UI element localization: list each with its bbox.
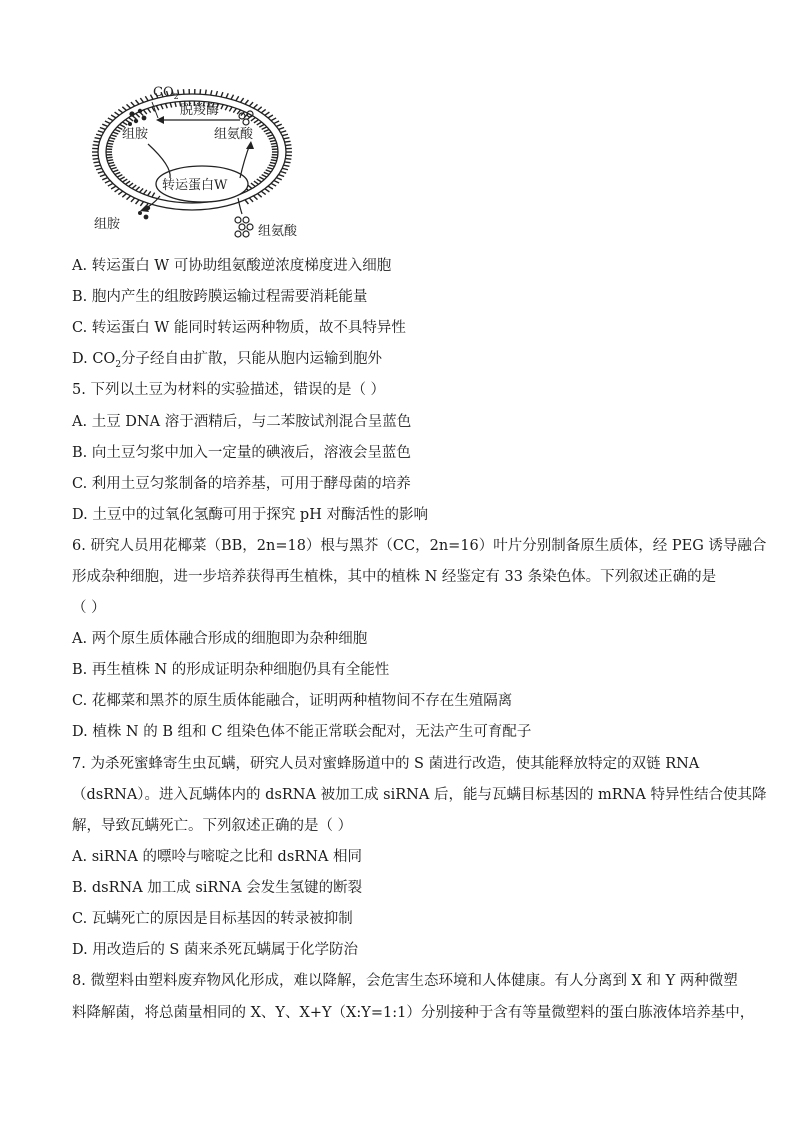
membrane-bristle (148, 191, 151, 195)
membrane-bristle (115, 172, 120, 174)
membrane-bristle (257, 179, 262, 182)
q7-stem-line-3: 解，导致瓦螨死亡。下列叙述正确的是（ ） (72, 818, 353, 834)
membrane-bristle (225, 106, 227, 111)
membrane-bristle (122, 194, 126, 198)
membrane-bristle (145, 96, 148, 100)
membrane-bristle (245, 100, 248, 104)
membrane-bristle (113, 132, 119, 134)
membrane-bristle (111, 186, 116, 189)
membrane-bristle (282, 168, 288, 169)
transporter-w-label: 转运蛋白W (162, 178, 228, 193)
membrane-bristle (95, 138, 101, 139)
q6-stem-line-1: 6. 研究人员用花椰菜（BB，2n=18）根与黑芥（CC，2n=16）叶片分别制备原生质体，经 PEG 诱导融合 (72, 538, 767, 554)
membrane-bristle (270, 162, 276, 163)
membrane-bristle (127, 196, 131, 200)
q4-option-c: C. 转运蛋白 W 能同时转运两种物质，故不具特异性 (72, 320, 406, 336)
q8-stem-line-1: 8. 微塑料由塑料废弃物风化形成，难以降解，会危害生态环境和人体健康。有人分离到 X 和 Y 两种微塑 (72, 973, 738, 989)
membrane-bristle (268, 186, 273, 189)
membrane-bristle (285, 145, 291, 146)
membrane-bristle (122, 179, 127, 182)
membrane-bristle (211, 90, 212, 95)
membrane-bristle (118, 191, 122, 194)
membrane-bristle (271, 157, 277, 158)
q4-option-b: B. 胞内产生的组胺跨膜运输过程需要消耗能量 (72, 289, 368, 305)
membrane-bristle (257, 122, 262, 125)
membrane-bristle (236, 96, 239, 100)
membrane-bristle (285, 162, 291, 163)
membrane-bristle (140, 202, 143, 206)
membrane-bristle (100, 175, 106, 177)
q7-option-b: B. dsRNA 加工成 siRNA 会发生氢键的断裂 (72, 880, 363, 896)
q7-option-d: D. 用改造后的 S 菌来杀死瓦螨属于化学防治 (72, 942, 358, 958)
membrane-bristle (93, 141, 99, 142)
membrane-bristle (266, 170, 272, 172)
q6-option-d: D. 植株 N 的 B 组和 C 组染色体不能正常联会配对，无法产生可育配子 (72, 724, 532, 740)
membrane-bristle (254, 196, 258, 200)
membrane-bristle (279, 175, 285, 177)
membrane-bristle (233, 108, 236, 112)
membrane-bristle (165, 103, 167, 108)
membrane-bristle (281, 171, 287, 173)
membrane-bristle (262, 127, 267, 129)
q4-option-d: D. $CO_2$分子经自由扩散，只能从胞内运输到胞外 (72, 351, 383, 370)
membrane-bristle (129, 118, 133, 121)
membrane-bristle (127, 104, 131, 108)
membrane-bristle (265, 112, 270, 115)
q6-option-a: A. 两个原生质体融合形成的细胞即为杂种细胞 (72, 631, 368, 647)
membrane-bristle (117, 175, 122, 177)
membrane-bristle (107, 143, 113, 144)
membrane-bristle (132, 185, 136, 189)
membrane-bristle (245, 200, 248, 204)
q5-option-d: D. 土豆中的过氧化氢酶可用于探究 pH 对酶活性的影响 (72, 507, 428, 523)
membrane-bristle (100, 127, 106, 129)
membrane-bristle (259, 177, 264, 180)
membrane-bristle (136, 200, 139, 204)
q8-stem-line-2: 料降解菌，将总菌量相同的 X、Y、X+Y（X:Y=1:1）分别接种于含有等量微塑料的蛋白胨液体培养基中， (72, 1005, 755, 1021)
membrane-bristle (271, 118, 276, 121)
membrane-bristle (269, 138, 275, 139)
membrane-bristle (284, 138, 290, 139)
membrane-bristle (108, 162, 114, 163)
membrane-bristle (96, 168, 102, 169)
membrane-bristle (161, 104, 163, 109)
membrane-bristle (268, 115, 273, 118)
membrane-bristle (120, 177, 125, 180)
membrane-bristle (136, 100, 139, 104)
membrane-bristle (229, 107, 232, 111)
membrane-bristle (261, 191, 265, 194)
membrane-bristle (258, 107, 262, 111)
q7-option-a: A. siRNA 的嘌呤与嘧啶之比和 dsRNA 相同 (72, 849, 362, 865)
membrane-bristle (251, 183, 255, 186)
membrane-bristle (264, 172, 269, 174)
q6-stem-line-3: （ ） (72, 600, 106, 616)
membrane-bristle (261, 109, 265, 112)
membrane-bristle (271, 143, 277, 144)
membrane-bristle (156, 106, 158, 111)
membrane-bristle (115, 189, 120, 192)
membrane-bristle (102, 178, 107, 180)
membrane-bristle (175, 102, 176, 107)
membrane-bristle (264, 129, 269, 131)
membrane-bristle (271, 183, 276, 186)
membrane-bristle (271, 146, 277, 147)
membrane-bristle (105, 181, 110, 183)
histamine-outside-label: 组胺 (94, 217, 121, 232)
membrane-bristle (143, 110, 146, 114)
membrane-bristle (231, 95, 233, 100)
histidine-outside-label: 组氨酸 (258, 224, 298, 239)
membrane-bristle (140, 98, 143, 102)
q5-option-c: C. 利用土豆匀浆制备的培养基，可用于酵母菌的培养 (72, 476, 411, 492)
histidine-inside-molecules (239, 111, 253, 125)
membrane-bristle (139, 188, 143, 192)
histidine-inside-label: 组氨酸 (214, 127, 254, 142)
q6-stem-line-2: 形成杂种细胞，进一步培养获得再生植株，其中的植株 N 经鉴定有 33 条染色体。下列叙述正确的是 (72, 569, 717, 585)
membrane-bristle (143, 190, 146, 194)
membrane-bristle (276, 178, 281, 180)
cell-transport-diagram (60, 80, 320, 250)
membrane-bristle (183, 89, 184, 94)
membrane-bristle (285, 159, 291, 160)
membrane-bristle (269, 165, 275, 166)
co2-label: $CO_2$ (153, 85, 179, 101)
membrane-bristle (271, 160, 277, 161)
membrane-bristle (241, 98, 244, 102)
q6-option-c: C. 花椰菜和黑芥的原生质体能融合，证明两种植物间不存在生殖隔离 (72, 693, 513, 709)
membrane-bristle (109, 165, 115, 166)
membrane-bristle (95, 165, 101, 166)
membrane-bristle (125, 181, 130, 184)
membrane-bristle (262, 175, 267, 177)
membrane-bristle (274, 181, 279, 183)
membrane-bristle (258, 194, 262, 198)
q5-option-a: A. 土豆 DNA 溶于酒精后，与二苯胺试剂混合呈蓝色 (72, 414, 412, 430)
membrane-bristle (267, 167, 273, 169)
membrane-bristle (115, 129, 120, 131)
membrane-bristle (254, 181, 259, 184)
q7-stem-line-1: 7. 为杀死蜜蜂寄生虫瓦螨，研究人员对蜜蜂肠道中的 S 菌进行改造，使其能释放特定的双链 RNA (72, 756, 700, 772)
histamine-inside-label: 组胺 (122, 127, 149, 142)
membrane-bristle (107, 157, 113, 158)
membrane-bristle (93, 162, 99, 163)
membrane-bristle (170, 103, 172, 108)
membrane-bristle (108, 183, 113, 186)
membrane-bristle (109, 138, 115, 139)
membrane-bristle (129, 183, 133, 186)
membrane-bristle (122, 107, 126, 111)
membrane-bristle (274, 121, 279, 123)
membrane-bristle (93, 159, 99, 160)
membrane-bristle (105, 121, 110, 123)
membrane-bristle (249, 102, 253, 106)
membrane-bristle (108, 118, 113, 121)
membrane-bristle (108, 140, 114, 141)
membrane-bristle (279, 127, 285, 129)
membrane-bristle (221, 92, 223, 97)
membrane-bristle (285, 141, 291, 142)
membrane-bristle (249, 198, 253, 202)
membrane-bristle (107, 146, 113, 147)
q7-option-c: C. 瓦螨死亡的原因是目标基因的转录被抑制 (72, 911, 353, 927)
membrane-bristle (221, 104, 223, 109)
membrane-bristle (136, 187, 140, 191)
membrane-bristle (259, 124, 264, 127)
membrane-bristle (270, 140, 276, 141)
membrane-bristle (284, 165, 290, 166)
q6-option-b: B. 再生植株 N 的形成证明杂种细胞仍具有全能性 (72, 662, 390, 678)
membrane-bristle (122, 122, 127, 125)
membrane-bristle (96, 134, 102, 135)
membrane-bristle (111, 135, 117, 137)
membrane-bristle (281, 131, 287, 133)
membrane-bristle (265, 189, 270, 192)
q7-stem-line-2: （dsRNA）。进入瓦螨体内的 dsRNA 被加工成 siRNA 后，能与瓦螨目标基因的 mRNA 特异性结合使其降 (72, 787, 767, 803)
membrane-bristle (107, 160, 113, 161)
membrane-bristle (113, 170, 119, 172)
membrane-bristle (205, 90, 206, 95)
membrane-bristle (118, 109, 122, 112)
membrane-bristle (200, 89, 201, 94)
membrane-bristle (152, 193, 155, 197)
membrane-bristle (131, 102, 135, 106)
membrane-bristle (254, 120, 259, 123)
histamine-inside-molecules (128, 109, 146, 126)
membrane-bristle (111, 167, 117, 169)
q5-option-b: B. 向土豆匀浆中加入一定量的碘液后，溶液会呈蓝色 (72, 445, 411, 461)
membrane-bristle (276, 124, 281, 126)
membrane-bristle (148, 108, 151, 112)
membrane-bristle (267, 135, 273, 137)
enzyme-label: 脱羧酶 (180, 103, 220, 118)
membrane-bristle (102, 124, 107, 126)
membrane-bristle (136, 113, 140, 117)
membrane-bristle (254, 104, 258, 108)
membrane-bristle (98, 131, 104, 133)
q5-stem: 5. 下列以土豆为材料的实验描述，错误的是（ ） (72, 382, 386, 398)
histidine-outside-molecules (235, 217, 253, 237)
membrane-bristle (131, 198, 135, 202)
membrane-bristle (282, 134, 288, 135)
membrane-bristle (93, 145, 99, 146)
membrane-bristle (111, 115, 116, 118)
membrane-bristle (251, 118, 255, 121)
membrane-bristle (216, 91, 218, 96)
q4-option-a: A. 转运蛋白 W 可协助组氨酸逆浓度梯度进入细胞 (72, 258, 392, 274)
membrane-bristle (226, 93, 228, 98)
membrane-bristle (115, 112, 120, 115)
membrane-bristle (98, 171, 104, 173)
membrane-bristle (266, 132, 272, 134)
